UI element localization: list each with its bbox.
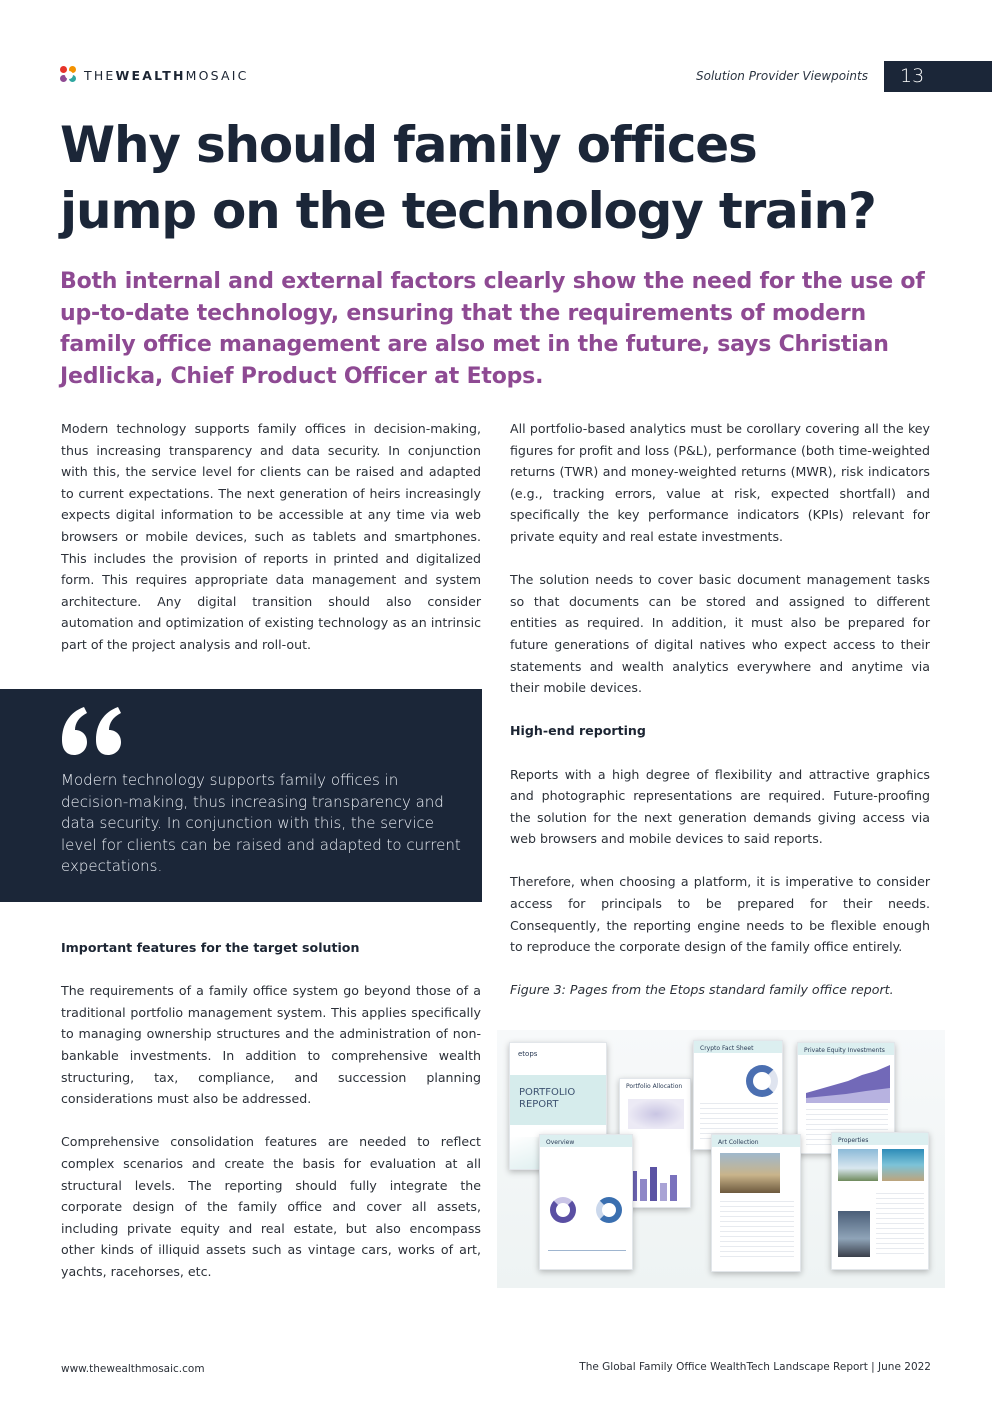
mosaic-logo-icon [60, 66, 78, 84]
property-photo-2 [882, 1149, 924, 1181]
cover-brand: etops [518, 1050, 538, 1058]
allocation-bars [626, 1161, 686, 1201]
section-label: Solution Provider Viewpoints [696, 69, 868, 83]
logo-wordmark: THEWEALTHMOSAIC [84, 67, 249, 83]
footer-website-link[interactable]: www.thewealthmosaic.com [61, 1363, 205, 1375]
overview-donut-1-icon [550, 1197, 576, 1223]
pull-quote-text: Modern technology supports family offices in decision-making, thus increasing transparency and data security. In conjunction with this, the service level for clients can be raised and adapted to current expectations. [61, 771, 461, 876]
right-column [510, 418, 930, 1001]
quote-icon [60, 706, 126, 756]
art-collection-page [711, 1134, 801, 1272]
private-equity-title: Private Equity Investments [804, 1047, 885, 1054]
reporting-paragraph-2: Therefore, when choosing a platform, it is imperative to consider access for principals to be prepared for their needs. Consequently, the reporting engine needs to be flexible enough to reproduce the corporate design of the family office entirely. [510, 874, 930, 955]
painting-image [720, 1153, 780, 1193]
property-details-table [876, 1193, 924, 1257]
page-number: 13 [884, 61, 992, 92]
world-map-icon [628, 1099, 684, 1129]
report-pages-figure [497, 1030, 945, 1288]
lead-paragraph: Both internal and external factors clearly show the need for the use of up-to-date technology, ensuring that the requirements of modern family office management are also met in the future, says Christian Jedlicka, Chief Product Officer at Etops. [60, 269, 925, 389]
properties-page [831, 1132, 929, 1270]
overview-line-chart [548, 1233, 626, 1251]
property-photo-1 [838, 1149, 878, 1181]
overview-page [539, 1134, 633, 1270]
page-title: Why should family offices jump on the technology train? [60, 116, 876, 240]
cover-title: PORTFOLIO REPORT [519, 1087, 576, 1110]
features-paragraph-2: Comprehensive consolidation features are needed to reflect complex scenarios and create the basis for evaluation at all structural levels. The reporting should fully integrate the corporate design of the family office and cover all assets, including private equity and real estate, but also encompass other kinds of illiquid assets such as vintage cars, works of art, yachts, racehorses, etc. [61, 1134, 481, 1279]
document-management-paragraph: The solution needs to cover basic document management tasks so that documents can be stored and assigned to different entities as required. In addition, it must also be prepared for future generations of digital natives who expect access to their statements and wealth analytics everywhere and anytime via their mobile devices. [510, 572, 930, 696]
features-paragraph-1: The requirements of a family office system go beyond those of a traditional portfolio management system. This applies specifically to managing ownership structures and the administration of non-bankable investments. In addition to comprehensive wealth structuring, tax, compliance, and succession planning considerations must also be addressed. [61, 983, 481, 1107]
left-column-features [61, 937, 481, 1304]
wealthmosaic-logo[interactable] [60, 66, 249, 84]
overview-title: Overview [546, 1139, 575, 1146]
art-collection-title: Art Collection [718, 1139, 759, 1146]
property-photo-3 [838, 1211, 870, 1257]
donut-chart-icon [746, 1065, 778, 1097]
art-details-table [720, 1201, 794, 1261]
overview-donut-2-icon [596, 1197, 622, 1223]
footer-report-title: The Global Family Office WealthTech Landscape Report | June 2022 [579, 1361, 931, 1373]
allocation-title: Portfolio Allocation [626, 1083, 683, 1090]
reporting-paragraph-1: Reports with a high degree of flexibility and attractive graphics and photographic representations are required. Future-proofing the solution for the next generation demands giving access via web browsers and mobile devices to said reports. [510, 766, 930, 847]
analytics-paragraph: All portfolio-based analytics must be corollary covering all the key figures for profit and loss (P&L), performance (both time-weighted returns (TWR) and money-weighted returns (MWR), risk indicators (e.g., tracking errors, value at risk, expected shortfall) and specifically the key performance indicators (KPIs) relevant for private equity and real estate investments. [510, 421, 930, 544]
reporting-heading: High-end reporting [510, 723, 646, 739]
intro-paragraph: Modern technology supports family offices in decision-making, thus increasing transparency and data security. In conjunction with this, the service level for clients can be raised and adapted to current expectations. The next generation of heirs increasingly expects digital information to be accessible at any time via web browsers or mobile devices, such as tablets and smartphones. This includes the provision of reports in printed and digitalized form. This requires appropriate data management and system architecture. Any digital transition should also consider automation and optimization of existing technology as an intrinsic part of the project analysis and roll-out. [61, 421, 481, 652]
factsheet-title: Crypto Fact Sheet [700, 1045, 754, 1052]
left-column-intro [61, 418, 481, 677]
features-heading: Important features for the target solution [61, 940, 360, 955]
area-chart-icon [806, 1063, 890, 1103]
figure-caption: Figure 3: Pages from the Etops standard family office report. [510, 982, 894, 998]
properties-title: Properties [838, 1137, 869, 1144]
